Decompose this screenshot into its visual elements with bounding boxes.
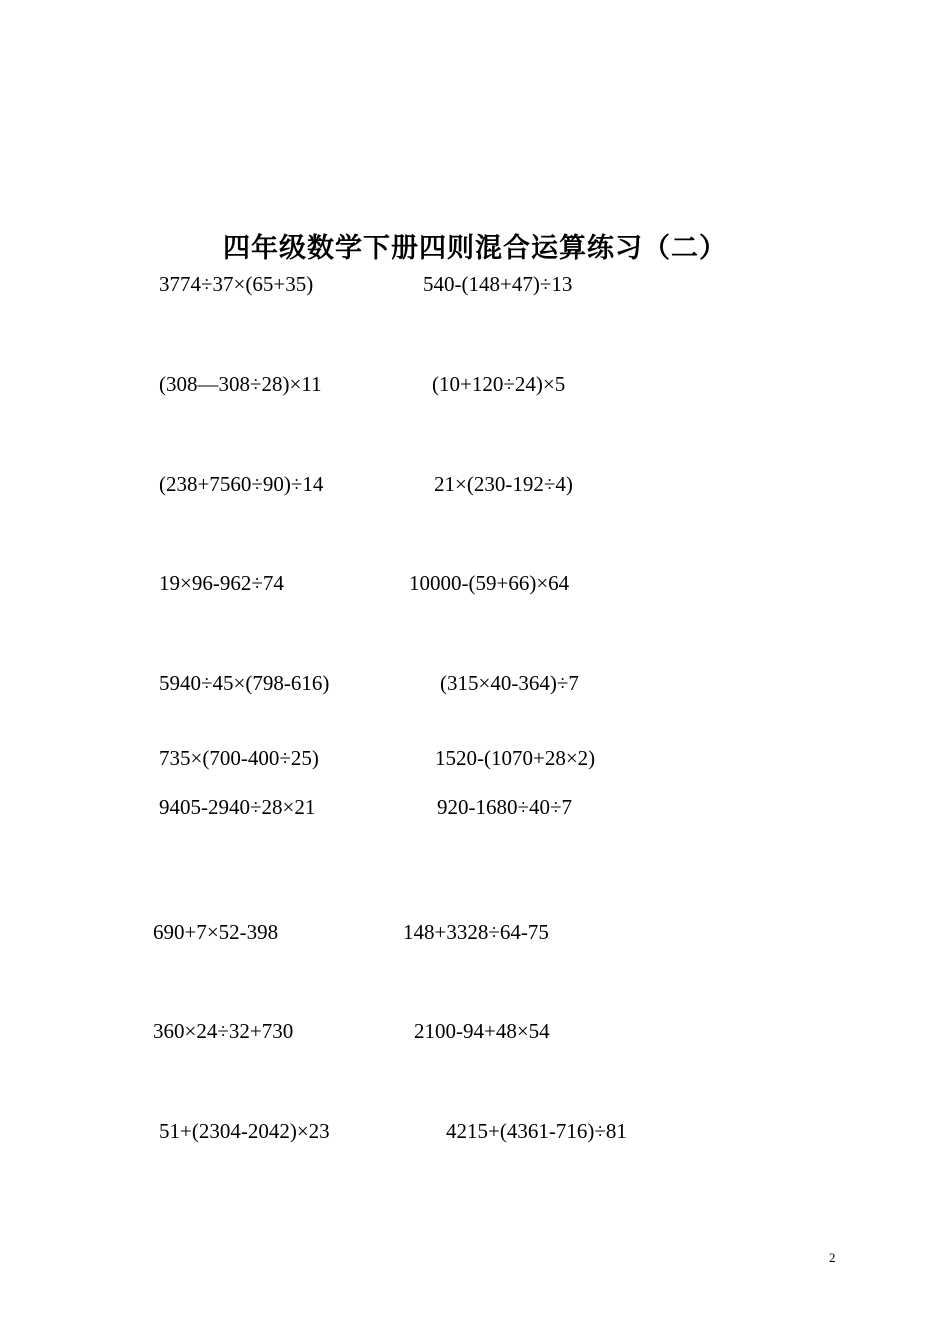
problem-5-left: 5940÷45×(798-616) — [159, 671, 330, 695]
problem-7-right: 920-1680÷40÷7 — [437, 795, 573, 819]
problem-9-left: 360×24÷32+730 — [153, 1019, 294, 1043]
problem-2-right: (10+120÷24)×5 — [432, 372, 566, 396]
page-number: 2 — [829, 1250, 836, 1265]
problem-6-left: 735×(700-400÷25) — [159, 746, 319, 770]
problem-8-left: 690+7×52-398 — [153, 920, 279, 944]
problem-1-right: 540-(148+47)÷13 — [423, 272, 573, 296]
problem-4-right: 10000-(59+66)×64 — [409, 571, 570, 595]
problem-10-left: 51+(2304-2042)×23 — [159, 1119, 330, 1143]
problem-3-right: 21×(230-192÷4) — [434, 472, 573, 496]
problem-6-right: 1520-(1070+28×2) — [435, 746, 596, 770]
problem-7-left: 9405-2940÷28×21 — [159, 795, 316, 819]
problem-4-left: 19×96-962÷74 — [159, 571, 284, 595]
problem-5-right: (315×40-364)÷7 — [440, 671, 579, 695]
problem-1-left: 3774÷37×(65+35) — [159, 272, 314, 296]
problem-8-right: 148+3328÷64-75 — [403, 920, 549, 944]
problem-9-right: 2100-94+48×54 — [414, 1019, 550, 1043]
page-title: 四年级数学下册四则混合运算练习（二） — [223, 233, 727, 264]
problem-2-left: (308—308÷28)×11 — [159, 372, 322, 396]
problem-10-right: 4215+(4361-716)÷81 — [446, 1119, 627, 1143]
problem-3-left: (238+7560÷90)÷14 — [159, 472, 324, 496]
